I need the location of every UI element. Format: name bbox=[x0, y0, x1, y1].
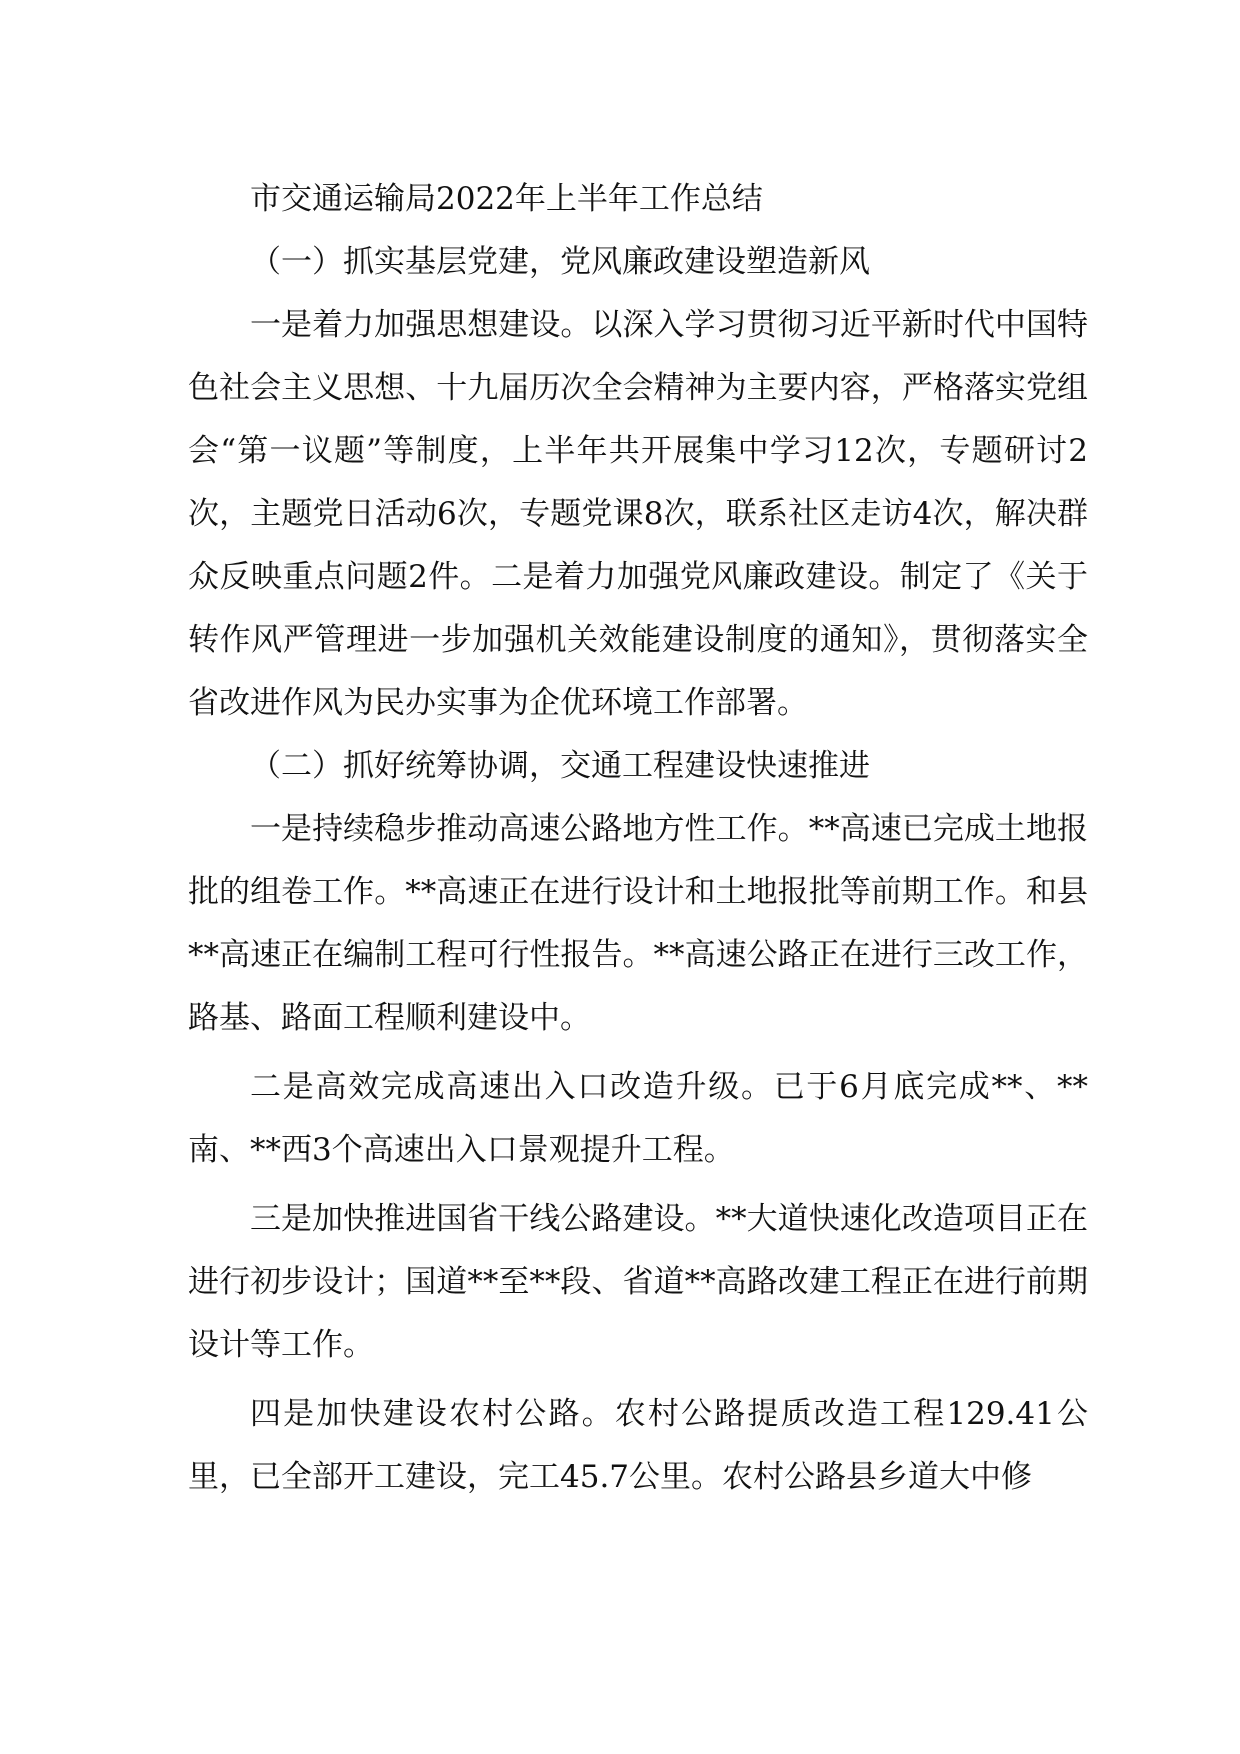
paragraph-rural-roads: 四是加快建设农村公路。农村公路提质改造工程129.41公里，已全部开工建设，完工45.7公里。农村公路县乡道大中修 bbox=[188, 1396, 1088, 1495]
section-heading-1: （一）抓实基层党建，党风廉政建设塑造新风 bbox=[250, 244, 870, 280]
section-heading-2: （二）抓好统筹协调，交通工程建设快速推进 bbox=[250, 748, 870, 784]
paragraph-expressway-local-work: 一是持续稳步推动高速公路地方性工作。**高速已完成土地报批的组卷工作。**高速正在进行设计和土地报批等前期工作。和县**高速正在编制工程可行性报告。**高速公路正在进行三改工作，路基、路面工程顺利建设中。 bbox=[188, 811, 1088, 1036]
document-title: 市交通运输局2022年上半年工作总结 bbox=[250, 181, 763, 217]
document-body bbox=[188, 168, 1088, 1509]
paragraph-expressway-exits: 二是高效完成高速出入口改造升级。已于6月底完成**、**南、**西3个高速出入口景观提升工程。 bbox=[188, 1069, 1088, 1168]
paragraph-trunk-highways: 三是加快推进国省干线公路建设。**大道快速化改造项目正在进行初步设计；国道**至**段、省道**高路改建工程正在进行前期设计等工作。 bbox=[188, 1201, 1088, 1363]
paragraph-ideology-construction: 一是着力加强思想建设。以深入学习贯彻习近平新时代中国特色社会主义思想、十九届历次全会精神为主要内容，严格落实党组会“第一议题”等制度，上半年共开展集中学习12次，专题研讨2次，主题党日活动6次，专题党课8次，联系社区走访4次，解决群众反映重点问题2件。二是着力加强党风廉政建设。制定了《关于转作风严管理进一步加强机关效能建设制度的通知》，贯彻落实全省改进作风为民办实事为企优环境工作部署。 bbox=[188, 307, 1088, 721]
